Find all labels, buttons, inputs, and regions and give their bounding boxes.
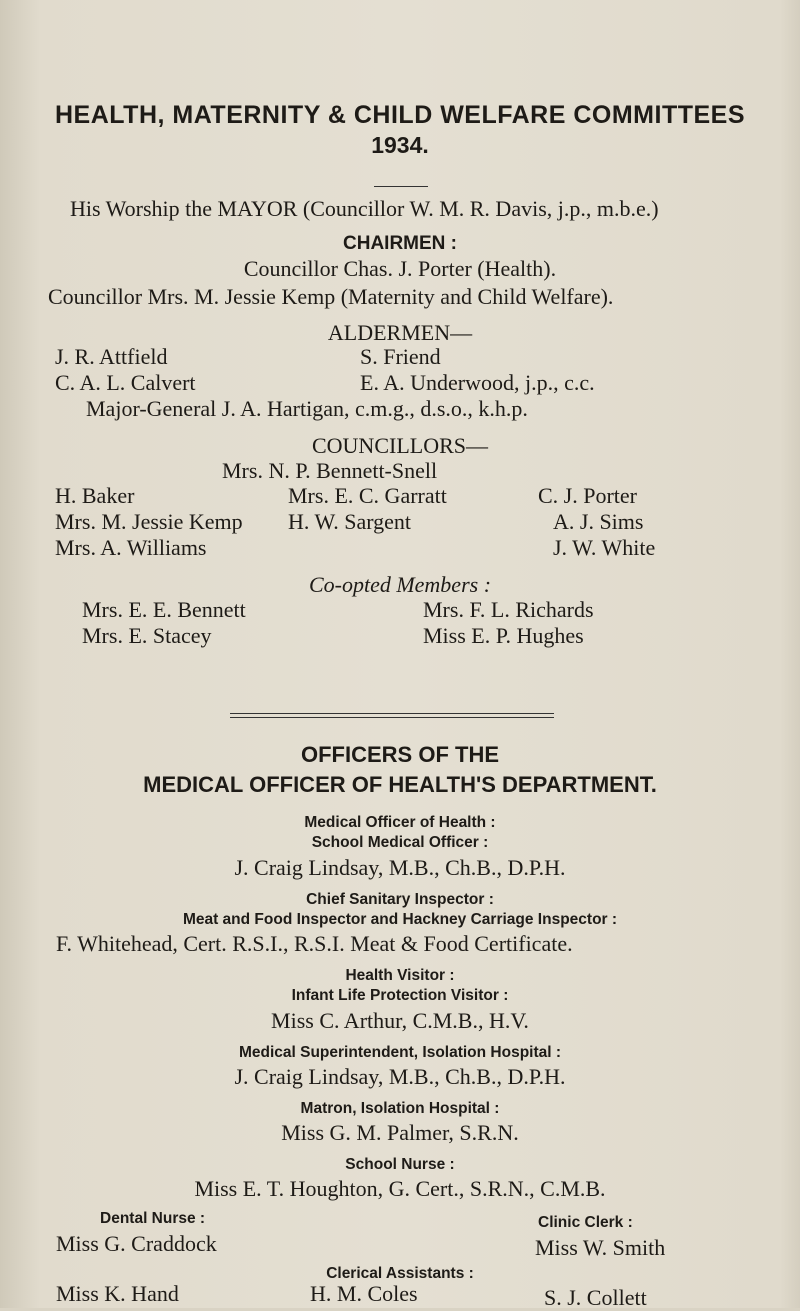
school-mo-title: School Medical Officer : [311,834,489,851]
chairman-welfare: Councillor Mrs. M. Jessie Kemp (Maternity and Child Welfare). [48,284,614,309]
officers-heading: OFFICERS OF THE [301,742,499,767]
moh-name: J. Craig Lindsay, M.B., Ch.B., D.P.H. [234,855,566,880]
hv-name: Miss C. Arthur, C.M.B., H.V. [271,1008,529,1033]
councillor-white: J. W. White [553,535,656,560]
coopted-richards: Mrs. F. L. Richards [423,597,594,622]
chairman-health: Councillor Chas. J. Porter (Health). [243,256,557,281]
coopted-heading: Co-opted Members : [308,572,492,597]
hv-title: Health Visitor : [345,967,455,984]
ms-title: Medical Superintendent, Isolation Hospital : [238,1044,562,1061]
coopted-bennett: Mrs. E. E. Bennett [82,597,246,622]
mayor-line: His Worship the MAYOR (Councillor W. M. R. Davis, j.p., m.b.e.) [70,196,659,221]
dental-nurse-name: Miss G. Craddock [56,1231,217,1256]
councillor-sims: A. J. Sims [553,509,644,534]
clinic-clerk-title: Clinic Clerk : [538,1214,633,1231]
clinic-clerk-name: Miss W. Smith [535,1235,666,1260]
councillor-garratt: Mrs. E. C. Garratt [288,483,447,508]
aldermen-heading: ALDERMEN— [327,320,473,345]
alderman-attfield: J. R. Attfield [55,344,168,369]
councillor-williams: Mrs. A. Williams [55,535,207,560]
councillor-kemp: Mrs. M. Jessie Kemp [55,509,243,534]
coopted-hughes: Miss E. P. Hughes [423,623,584,648]
alderman-hartigan: Major-General J. A. Hartigan, c.m.g., d.s.o., k.h.p. [86,396,528,421]
alderman-calvert: C. A. L. Calvert [55,370,196,395]
school-nurse-name: Miss E. T. Houghton, G. Cert., S.R.N., C.M.B. [194,1176,606,1201]
councillor-baker: H. Baker [55,483,135,508]
committee-title: HEALTH, MATERNITY & CHILD WELFARE COMMITTEES [54,101,746,129]
department-heading: MEDICAL OFFICER OF HEALTH'S DEPARTMENT. [143,772,657,797]
councillors-heading: COUNCILLORS— [311,433,488,458]
ilpv-title: Infant Life Protection Visitor : [291,987,509,1004]
csi-title: Chief Sanitary Inspector : [306,891,494,908]
double-divider [230,713,554,718]
alderman-friend: S. Friend [360,344,441,369]
councillor-sargent: H. W. Sargent [288,509,412,534]
moh-title: Medical Officer of Health : [304,814,496,831]
meat-inspector-title: Meat and Food Inspector and Hackney Carriage Inspector : [182,911,618,928]
matron-title: Matron, Isolation Hospital : [300,1100,500,1117]
dental-nurse-title: Dental Nurse : [100,1210,206,1227]
clerical-hand: Miss K. Hand [56,1281,179,1306]
csi-name: F. Whitehead, Cert. R.S.I., R.S.I. Meat & Food Certificate. [56,931,573,956]
short-divider [374,186,428,187]
chairmen-heading: CHAIRMEN : [343,233,457,254]
ms-name: J. Craig Lindsay, M.B., Ch.B., D.P.H. [234,1064,566,1089]
clerical-collett: S. J. Collett [544,1285,647,1310]
councillor-bennett-snell: Mrs. N. P. Bennett-Snell [222,458,438,483]
coopted-stacey: Mrs. E. Stacey [82,623,212,648]
committee-year: 1934. [371,132,429,158]
clerical-title: Clerical Assistants : [326,1265,474,1282]
alderman-underwood: E. A. Underwood, j.p., c.c. [360,370,595,395]
councillor-porter: C. J. Porter [538,483,637,508]
matron-name: Miss G. M. Palmer, S.R.N. [281,1120,519,1145]
clerical-coles: H. M. Coles [310,1281,418,1306]
school-nurse-title: School Nurse : [345,1156,455,1173]
